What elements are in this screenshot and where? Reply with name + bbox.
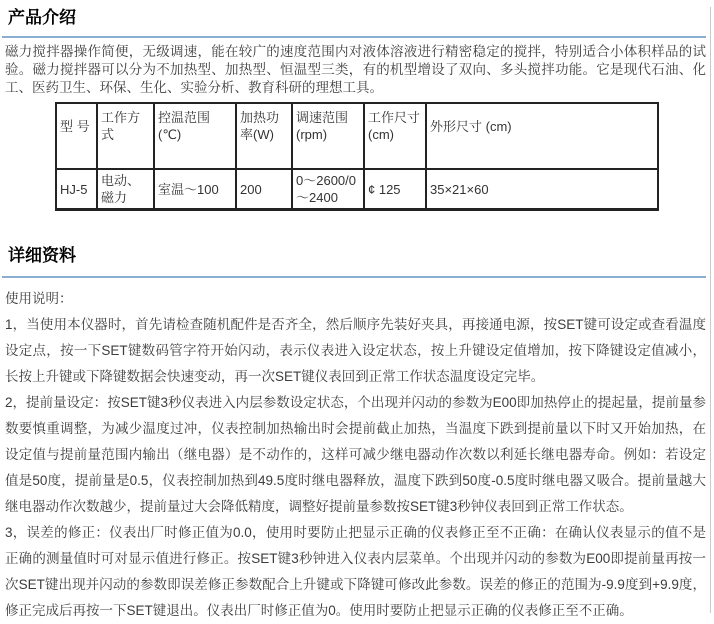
spec-value-temp-range: 室温～100	[154, 169, 236, 210]
spec-col-model: 型 号	[56, 103, 97, 169]
usage-instructions-label: 使用说明：	[5, 291, 73, 306]
spec-col-heating-power: 加热功率(W)	[236, 103, 292, 169]
usage-paragraph-3: 3，误差的修正：仪表出厂时修正值为0.0，使用时要防止把显示正确的仪表修正至不正确：在确认仪表显示的值不是正确的测量值时可对显示值进行修正。按SET键3秒钟进入仪表内层菜单。个出现并闪动的参数为E00即提前量再按一次SET键出现并闪动的参数即误差修正参数配合上升键或下降键可修改此参数。误差的修正的范围为-9.9度到+9.9度，修正完成后再按一下SET键退出。仪表出厂时修正值为0。使用时要防止把显示正确的仪表修正至不正确。	[5, 525, 706, 618]
product-intro-text: 磁力搅拌器操作简便，无级调速，能在较广的速度范围内对液体溶液进行精密稳定的搅拌，特别适合小体积样品的试验。磁力搅拌器可以分为不加热型、加热型、恒温型三类，有的机型增设了双向、多头搅拌功能。它是现代石油、化工、医药卫生、环保、生化、实验分析、教育科研的理想工具。	[5, 44, 706, 95]
page-right-border	[710, 7, 711, 613]
spec-col-outer-size: 外形尺寸 (cm)	[426, 103, 658, 169]
spec-col-temp-range: 控温范围 (℃)	[154, 103, 236, 169]
usage-paragraph-2: 2，提前量设定：按SET键3秒仪表进入内层参数设定状态，个出现并闪动的参数为E00即加热停止的提起量，提前量参数要慎重调整，为减少温度过冲，仪表控制加热输出时会提前截止加热，当温度下跌到提前量以下时又开始加热，在设定值与提前量范围内输出（继电器）是不动作的，这样可减少继电器动作次数以利延长继电器寿命。例如：若设定值是50度，提前量是0.5，仪表控制加热到49.5度时继电器释放，温度下跌到50度-0.5度时继电器又吸合。提前量越大继电器动作次数越少，提前量过大会降低精度，调整好提前量参数按SET键3秒钟仪表回到正常工作状态。	[5, 395, 706, 514]
section-divider	[2, 36, 706, 38]
spec-col-speed-range: 调速范围 (rpm)	[292, 103, 364, 169]
spec-col-working-size: 工作尺寸(cm)	[364, 103, 426, 169]
spec-value-working-mode: 电动、磁力	[97, 169, 154, 210]
usage-paragraph-1: 1，当使用本仪器时，首先请检查随机配件是否齐全，然后顺序先装好夹具，再接通电源，按SET键可设定或查看温度设定点，按一下SET键数码管字符开始闪动，表示仪表进入设定状态，按上升键设定值增加，按下降键设定值减小，长按上升键或下降键数据会快速变动，再一次SET键仪表回到正常工作状态温度设定完毕。	[5, 317, 706, 384]
spec-table	[55, 102, 659, 211]
section-title-details: 详细资料	[8, 246, 76, 265]
section-divider	[2, 276, 706, 278]
spec-value-speed-range: 0～2600/0～2400	[292, 169, 364, 210]
product-page	[0, 7, 714, 618]
spec-table-header-row	[56, 103, 658, 169]
table-row	[56, 169, 658, 210]
section-title-product-intro: 产品介绍	[8, 8, 76, 27]
spec-value-working-size: ¢ 125	[364, 169, 426, 210]
spec-col-working-mode: 工作方式	[97, 103, 154, 169]
spec-value-outer-size: 35×21×60	[426, 169, 658, 210]
spec-value-model: HJ-5	[56, 169, 97, 210]
spec-value-heating-power: 200	[236, 169, 292, 210]
